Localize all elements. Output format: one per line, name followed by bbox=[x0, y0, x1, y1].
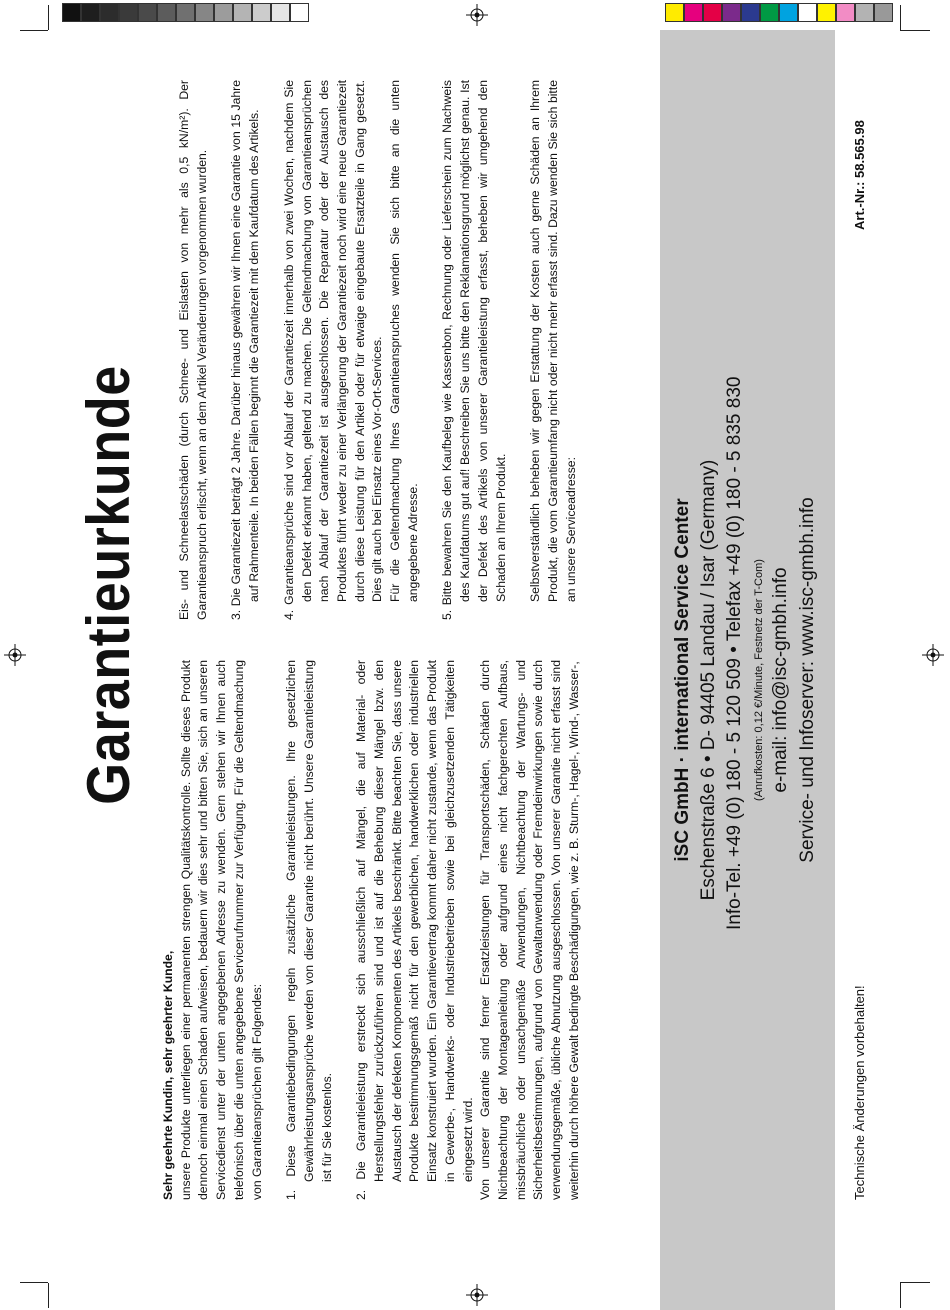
condition-item-2-end: Eis- und Schneelastschäden (durch Schnee- und Eislasten von mehr als 0,5 kN/m²). Der Garantieanspruch erlischt, wenn an dem Artikel Veränderungen vorgenommen wurden. bbox=[177, 80, 209, 620]
greeting: Sehr geehrte Kundin, sehr geehrter Kunde, bbox=[161, 950, 175, 1200]
intro-paragraph: unsere Produkte unterliegen einer permanenten strengen Qualitätskontrolle. Sollte dieses Produkt dennoch einmal einen Schaden aufweisen, bedauern wir dies sehr und bitten Sie, sich an unseren Servicedienst unter der unten angegebenen Adresse zu wenden. Gern stehen wir Ihnen auch telefonisch über die unten angegebene Servicerufnummer zur Verfügung. Für die Geltendmachung von Garantieansprüchen gilt Folgendes: bbox=[178, 660, 264, 1200]
service-company: iSC GmbH · international Service Center bbox=[672, 498, 693, 862]
condition-item-4: 4. Garantieansprüche sind vor Ablauf der Garantiezeit innerhalb von zwei Wochen, nachdem Sie den Defekt erkannt haben, geltend zu machen. Die Geltendmachung von Garantieansprüchen nach Ablauf der Garantiezeit ist ausgeschlossen. Die Reparatur oder der Austausch des Produktes führt weder zu einer Verlängerung der Garantiezeit noch wird eine neue Garantiezeit durch diese Leistung für den Artikel oder für etwaige eingebaute Ersatzteile in Gang gesetzt. Dies gilt auch bei Einsatz eines Vor-Ort-Services. bbox=[281, 80, 385, 620]
text-column-right bbox=[176, 80, 580, 620]
service-contact-box bbox=[660, 30, 835, 1310]
article-number: Art.-Nr.: 58.565.98 bbox=[852, 120, 867, 230]
service-phone: Info-Tel. +49 (0) 180 - 5 120 509 • Telefax +49 (0) 180 - 5 835 830 bbox=[724, 376, 745, 930]
service-email[interactable]: e-mail: info@isc-gmbh.info bbox=[770, 567, 791, 793]
condition-item-2-continued: Von unserer Garantie sind ferner Ersatzleistungen für Transportschäden, Schäden durch Nichtbeachtung der Montageanleitung oder aufgrund eines nicht fachgerechten Aufbaus, missbräuchliche oder unsachgemäße Anwendungen, Nichtbeachtung der Wartungs- und Sicherheitsbestimmungen, aufgrund von Gewaltanwendung oder Fremdeinwirkungen sowie durch verwendungsgemäße, übliche Abnutzung ausgeschlossen. Von unserer Garantie nicht erfasst sind weiterhin durch höhere Gewalt bedingte Beschädigungen, wie z. B. Sturm-, Hagel-, Wind-, Wasser-, bbox=[478, 660, 581, 1200]
condition-item-2: 2. Die Garantieleistung erstreckt sich ausschließlich auf Mängel, die auf Material- oder Herstellungsfehler zurückzuführen sind und ist auf die Behebung dieser Mängel bzw. den Austausch der defekten Komponenten des Artikels beschränkt. Bitte beachten Sie, dass unsere Produkte bestimmungsgemäß nicht für den gewerblichen, handwerklichen oder industriellen Einsatz konstruiert wurden. Ein Garantievertrag kommt daher nicht zustande, wenn das Produkt in Gewerbe-, Handwerks- oder Industriebetrieben sowie bei gleichzusetzenden Tätigkeiten eingesetzt wird. bbox=[354, 660, 475, 1200]
condition-item-3: 3. Die Garantiezeit beträgt 2 Jahre. Darüber hinaus gewähren wir Ihnen eine Garantie von 15 Jahre auf Rahmenteile. In beiden Fällen beginnt die Garantiezeit mit dem Kaufdatum des Artikels. bbox=[229, 80, 262, 620]
service-address: Eschenstraße 6 • D- 94405 Landau / Isar (Germany) bbox=[698, 459, 719, 901]
condition-item-4-address: Für die Geltendmachung Ihres Garantieanspruches wenden Sie sich bitte an die unten angegebene Adresse. bbox=[388, 80, 420, 602]
condition-item-1: 1. Diese Garantiebedingungen regeln zusätzliche Garantieleistungen. Ihre gesetzlichen Gewährleistungsansprüche werden von dieser Garantie nicht berührt. Unsere Garantieleistung ist für Sie kostenlos. bbox=[284, 660, 334, 1200]
service-website[interactable]: Service- und Infoserver: www.isc-gmbh.info bbox=[797, 497, 818, 863]
technical-changes-note: Technische Änderungen vorbehalten! bbox=[852, 985, 867, 1200]
document-title: Garantieurkunde bbox=[75, 365, 143, 805]
text-column-left bbox=[160, 660, 583, 1200]
condition-item-5-costs: Selbstverständlich beheben wir gegen Erstattung der Kosten auch gerne Schäden an Ihrem Produkt, die vom Garantieumfang nicht oder nicht mehr erfasst sind. Dazu wenden Sie sich bitte an unsere Serviceadresse: bbox=[528, 80, 578, 602]
condition-item-5: 5. Bitte bewahren Sie den Kaufbeleg wie Kassenbon, Rechnung oder Lieferschein zum Nachweis des Kaufdatums gut auf! Beschreiben Sie uns bitte den Reklamationsgrund möglichst genau. Ist der Defekt des Artikels von unserer Garantieleistung erfasst, beheben wir umgehend den Schaden an Ihrem Produkt. bbox=[440, 80, 508, 620]
service-cost-note: (Anrufkosten: 0,12 €/Minute, Festnetz der T-Com) bbox=[753, 559, 765, 801]
